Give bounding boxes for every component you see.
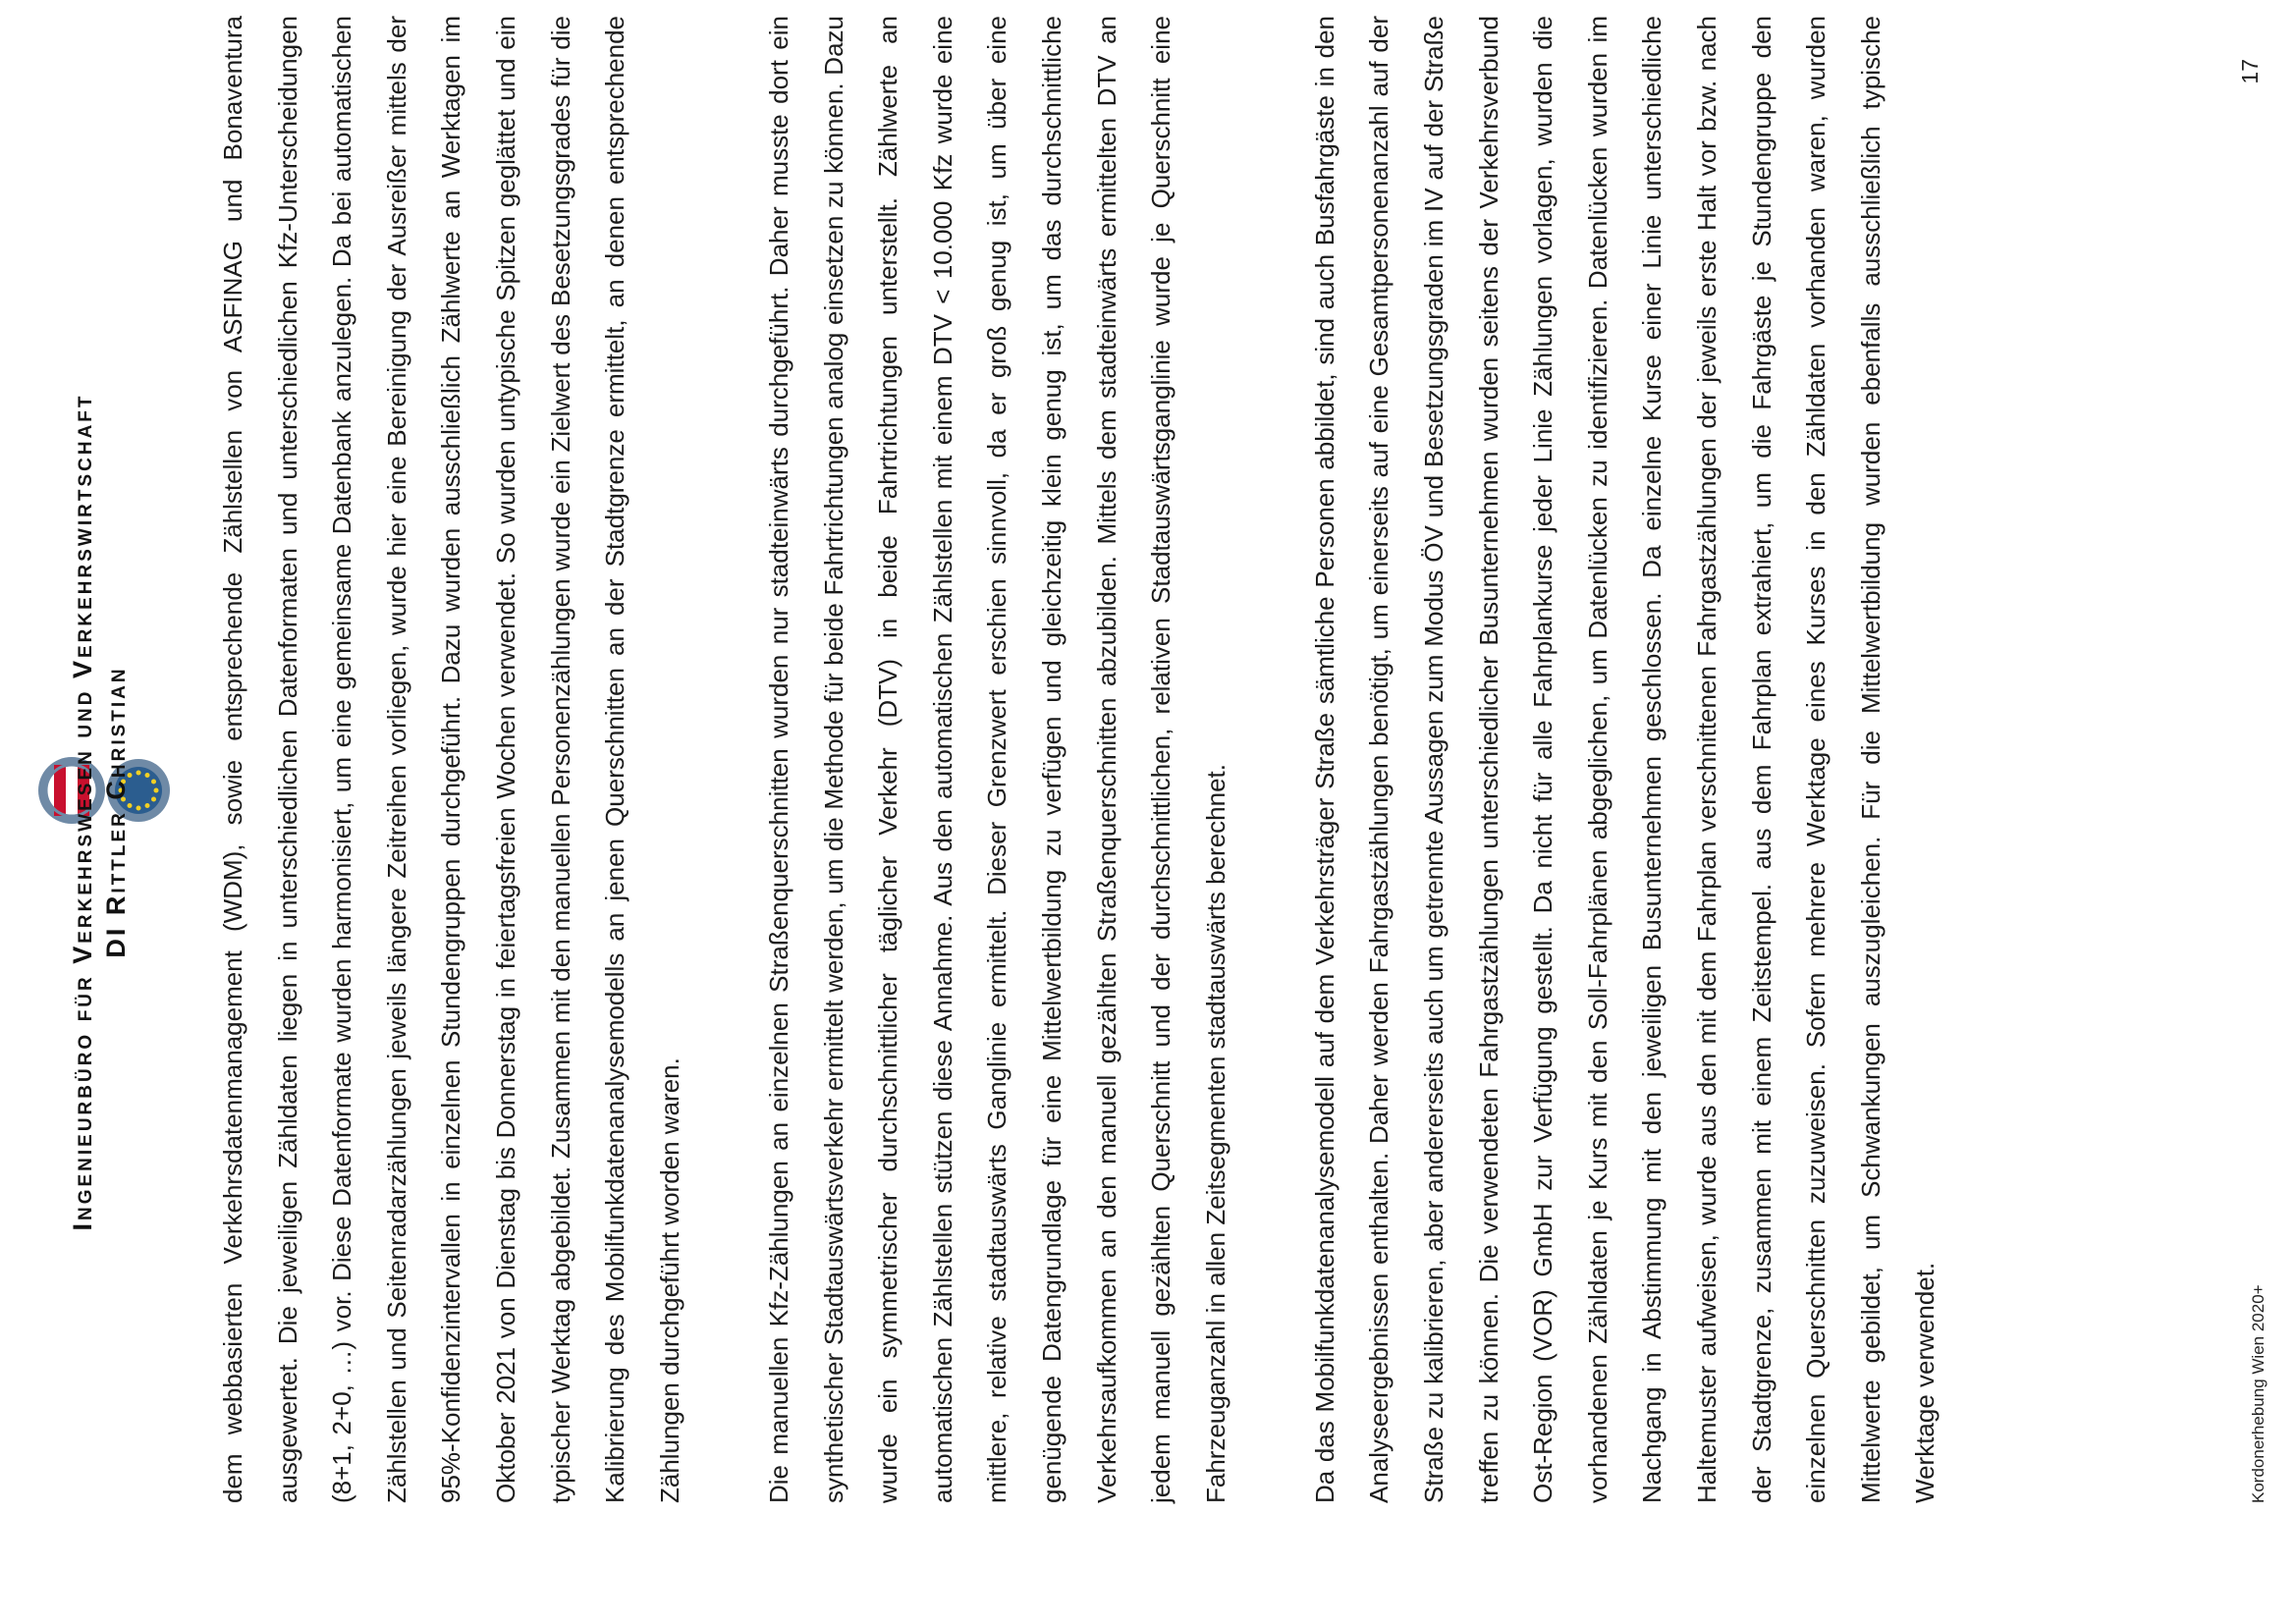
page-number: 17 [2237,59,2263,84]
header-title-line1: Ingenieurbüro für Verkehrswesen und Verkehrswirtschaft [68,393,97,1231]
header-title [66,373,133,1251]
page-header [32,0,190,1624]
paragraph: Da das Mobilfunkdatenanalysemodell auf dem Verkehrsträger Straße sämtliche Personen abbildet, sind auch Busfahrgäste in den Analyseergebnissen enthalten. Daher werden Fahrgastzählungen benötigt, um einerseits auf eine Gesamtpersonenanzahl auf der Straße zu kalibrieren, aber andererseits auch um getrennte Aussagen zum Modus ÖV und Besetzungsgraden im IV auf der Straße treffen zu können. Die verwendeten Fahrgastzählungen unterschiedlicher Busunternehmen wurden seitens der Verkehrsverbund Ost-Region (VOR) GmbH zur Verfügung gestellt. Da nicht für alle Fahrplankurse jeder Linie Zählungen vorlagen, wurden die vorhandenen Zähldaten je Kurs mit den Soll-Fahrplänen abgeglichen, um Datenlücken zu identifizieren. Datenlücken wurden im Nachgang in Abstimmung mit den jeweiligen Busunternehmen geschlossen. Da einzelne Kurse einer Linie unterschiedliche Haltemuster aufweisen, wurde aus den mit dem Fahrplan verschnittenen Fahrgastzählungen der jeweils erste Halt vor bzw. nach der Stadtgrenze, zusammen mit einem Zeitstempel. aus dem Fahrplan extrahiert, um die Fahrgäste je Stundengruppe den einzelnen Querschnitten zuzuweisen. Sofern mehrere Werktage eines Kurses in den Zähldaten vorhanden waren, wurden Mittelwerte gebildet, um Schwankungen auszugleichen. Für die Mittelwertbildung wurden ebenfalls ausschließlich typische Werktage verwendet. [1309,16,1940,1503]
header-title-line2: DI Rittler Christian [101,666,131,958]
paragraph: dem webbasierten Verkehrsdatenmanagement (WDM), sowie entsprechende Zählstellen von ASFINAG und Bonaventura ausgewertet. Die jeweiligen Zähldaten liegen in unterschiedlichen Datenformaten und unterschiedlichen Kfz-Unterscheidungen (8+1, 2+0, …) vor. Diese Datenformate wurden harmonisiert, um eine gemeinsame Datenbank anzulegen. Da bei automatischen Zählstellen und Seitenradarzählungen jeweils längere Zeitreihen vorliegen, wurde hier eine Bereinigung der Ausreißer mittels der 95%-Konfidenzintervallen in einzelnen Stundengruppen durchgeführt. Dazu wurden ausschließlich Zählwerte an Werktagen im Oktober 2021 von Dienstag bis Donnerstag in feiertagsfreien Wochen verwendet. So wurden untypische Spitzen geglättet und ein typischer Werktag abgebildet. Zusammen mit den manuellen Personenzählungen wurde ein Zielwert des Besetzungsgrades für die Kalibrierung des Mobilfunkdatenanalysemodells an jenen Querschnitten an der Stadtgrenze ermittelt, an denen entsprechende Zählungen durchgeführt worden waren. [218,16,684,1503]
footer-document-title: Kordonerhebung Wien 2020+ [2249,1284,2267,1503]
paragraph: Die manuellen Kfz-Zählungen an einzelnen Straßenquerschnitten wurden nur stadteinwärts durchgeführt. Daher musste dort ein synthetischer Stadtauswärtsverkehr ermittelt werden, um die Methode für beide Fahrtrichtungen analog einsetzen zu können. Dazu wurde ein symmetrischer durchschnittlicher täglicher Verkehr (DTV) in beide Fahrtrichtungen unterstellt. Zählwerte an automatischen Zählstellen stützen diese Annahme. Aus den automatischen Zählstellen mit einem DTV < 10.000 Kfz wurde eine mittlere, relative stadtauswärts Ganglinie ermittelt. Dieser Grenzwert erschien sinnvoll, da er groß genug ist, um über eine genügende Datengrundlage für eine Mittelwertbildung zu verfügen und gleichzeitig klein genug ist, um das durchschnittliche Verkehrsaufkommen an den manuell gezählten Straßenquerschnitten abzubilden. Mittels dem stadteinwärts ermittelten DTV an jedem manuell gezählten Querschnitt und der durchschnittlichen, relativen Stadtauswärtsganglinie wurde je Querschnitt eine Fahrzeuganzahl in allen Zeitsegmenten stadtauswärts berechnet. [763,16,1230,1503]
document-body [206,16,2219,1503]
